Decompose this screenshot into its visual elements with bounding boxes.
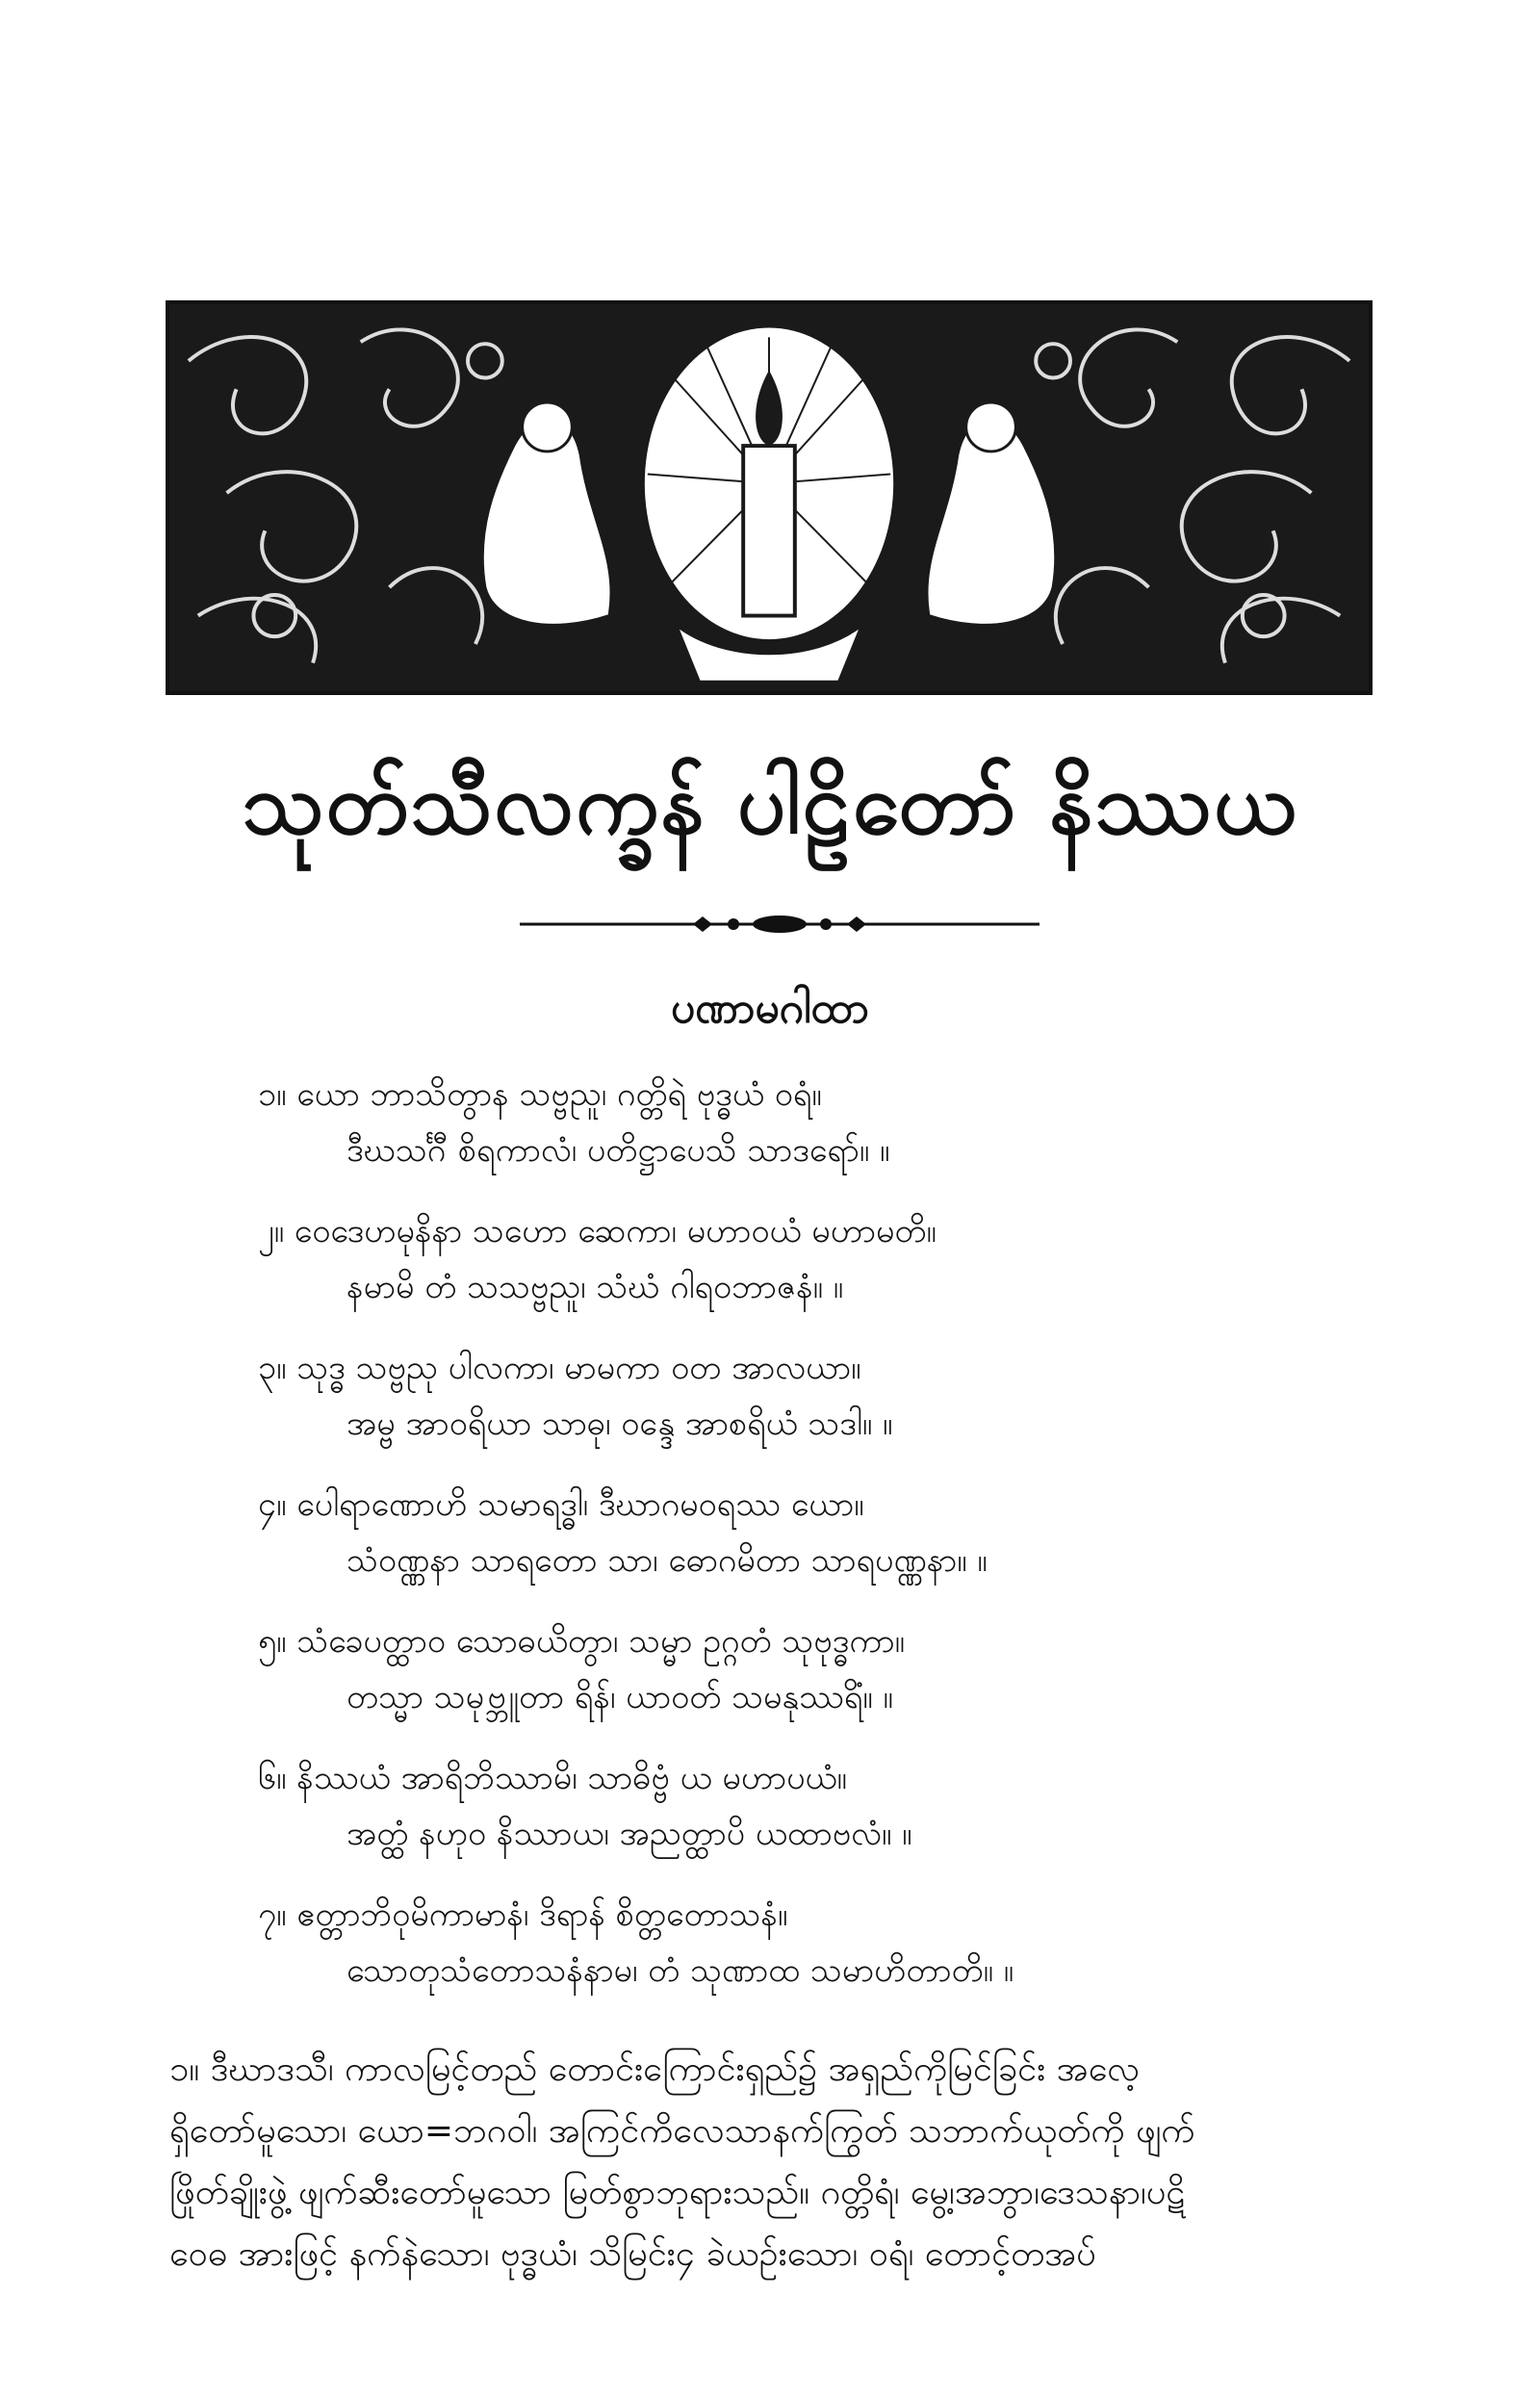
verse-line: ၆။ နိဿယံ အာရိဘိဿာမိ၊ သာဓိဗ္ဗံ ယ မဟာပယံ။ — [258, 1759, 847, 1797]
paragraph-line: ရှိတော်မူသော၊ ယော=ဘဂဝါ၊ အကြင်ကိလေသာနက်ကြွတ် သဘာက်ယုတ်ကို ဖျက် — [169, 2111, 1195, 2151]
verse-line: ၇။ ဧတ္တာဘိဝုမိကာမာနံ၊ ဒိရာန် စိတ္တတောသနံ။ — [258, 1896, 788, 1934]
section-heading: ပဏာမဂါထာ — [670, 984, 870, 1033]
verse-line: ၄။ ပေါရာဏောဟိ သမာရဒ္ဓါ၊ ဒီဃာဂမဝရဿ ယော။ — [258, 1485, 864, 1524]
verse-1 — [258, 1067, 1394, 1203]
commentary-paragraph — [169, 2039, 1401, 2285]
page-title: သုတ်သီလက္ခန် ပါဠိတော် နိဿယ — [242, 754, 1298, 853]
verse-5 — [258, 1613, 1394, 1750]
verse-6 — [258, 1750, 1394, 1887]
header-banner-image — [166, 300, 1373, 695]
verse-2 — [258, 1203, 1394, 1340]
verse-line: အတ္ထံ နဟုဝ နိဿာယ၊ အညတ္ထာပိ ယထာဗလံ။ ။ — [346, 1815, 912, 1853]
verse-line: အမ္ဗ အာဝရိယာ သာဓု၊ ဝန္ဒေ အာစရိယံ သဒါ။ ။ — [346, 1405, 893, 1443]
title-divider-ornament — [520, 905, 1040, 943]
paragraph-line: ဖြိုတ်ချိုးဖွဲ့ ဖျက်ဆီးတော်မူသော မြတ်စွာဘုရားသည်။ ဂတ္တိရံ၊ မွေ့၊အဘွာ၊ဒေသနာ၊ပဋိ — [169, 2173, 1186, 2212]
ornament-illustration — [169, 304, 1369, 691]
verse-3 — [258, 1340, 1394, 1477]
verse-line: ဒီဃသင်္ဂီ စိရကာလံ၊ ပတိဋ္ဌာပေသိ သာဒရော်။ ။ — [346, 1131, 890, 1170]
verse-line: ၅။ သံခေပတ္ထာဝ သောဓယိတွာ၊ သမ္မာ ဥဂ္ဂတံ သုဗုဒ္ဓကာ။ — [258, 1622, 905, 1661]
verse-4 — [258, 1477, 1394, 1613]
verse-line: သံဝဏ္ဏနာ သာရတော သာ၊ ဓောဂမိတာ သာရပဏ္ဏနာ။ ။ — [346, 1541, 988, 1580]
paragraph-line: ၁။ ဒီဃာဒသီ၊ ကာလမြင့်တည် တောင်းကြောင်းရှည်၌ အရှည်ကိုမြင်ခြင်း အလေ့ — [169, 2050, 1141, 2089]
verse-7 — [258, 1887, 1394, 2024]
verse-line: ၃။ သုဒ္ဓ သဗ္ဗညု ပါလကာ၊ မာမကာ ဝတ အာလယာ။ — [258, 1349, 861, 1387]
verse-line: နမာမိ တံ သသဗ္ဗညူ၊ သံဃံ ဂါရဝဘာဇနံ။ ။ — [346, 1268, 844, 1306]
verse-line: သောတုသံတောသနံနာမ၊ တံ သုဏာထ သမာဟိတာတိ။ ။ — [346, 1951, 1014, 1990]
verse-list — [258, 1067, 1394, 2024]
verse-line: ၂။ ဝေဒေဟမုနိနာ သဟော ဆေကာ၊ မဟာဝယံ မဟာမတိ။ — [258, 1212, 937, 1251]
verse-line: ၁။ ယော ဘာသိတွာန သဗ္ဗညူ၊ ဂတ္တိရဲ ဗုဒ္ဓယံ ဝရံ။ — [258, 1075, 822, 1114]
paragraph-line: ဝေဓ အားဖြင့် နက်နဲသော၊ ဗုဒ္ဓယံ၊ သိမြင်း၄ ခဲယဉ်းသော၊ ဝရံ၊ တောင့်တအပ် — [169, 2234, 1096, 2274]
verse-line: တသ္မာ သမုဗ္ဘူတာ ရိန်၊ ယာဝတ် သမနုဿရိံ။ ။ — [346, 1678, 893, 1716]
